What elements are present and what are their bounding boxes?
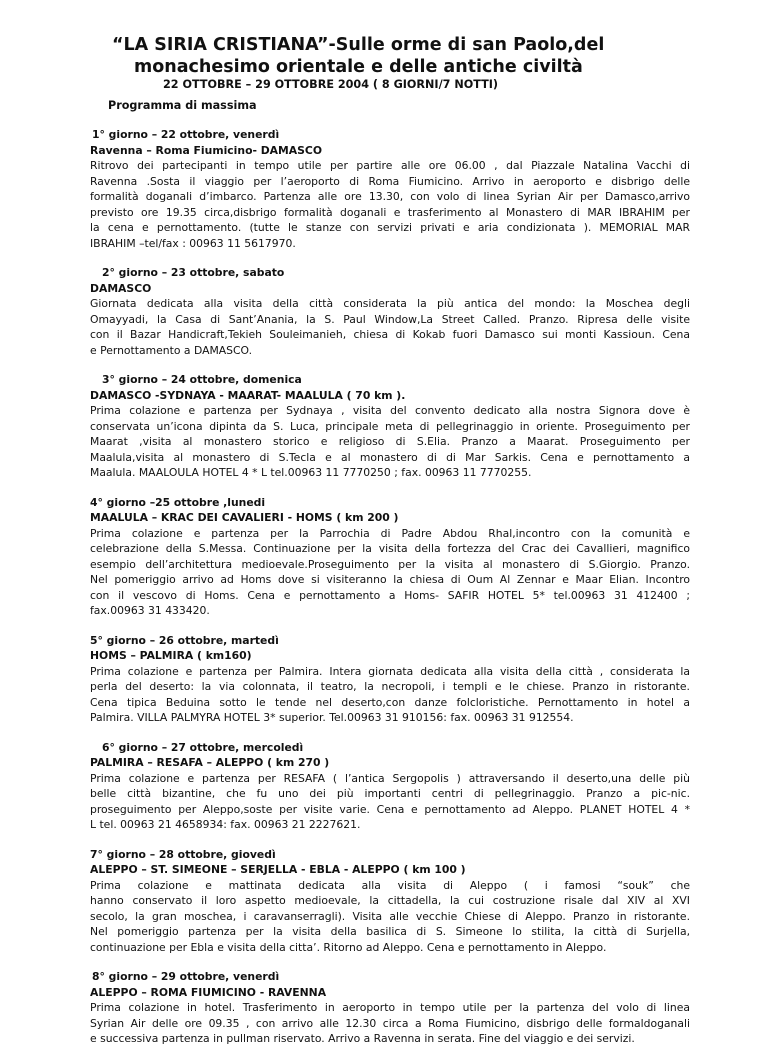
day-heading: 3° giorno – 24 ottobre, domenica (102, 373, 302, 386)
day-section (90, 847, 690, 956)
day-text-line: Prima colazione e partenza per Sydnaya , visita del convento dedicato alla nostra Signora dove è (90, 404, 690, 417)
day-text-line: Ravenna .Sosta il viaggio per l’aeroporto di Roma Fiumicino. Arrivo in aeroporto e disbrigo delle (90, 174, 690, 188)
day-text-line: con il Bazar Handicraft,Tekieh Souleimanieh, chiesa di Kokab fuori Damasco sui monti Kassioun. Cena (90, 328, 690, 341)
day-section (90, 372, 690, 481)
itinerary (90, 127, 690, 1047)
day-heading: 4° giorno –25 ottobre ,lunedi (90, 495, 266, 509)
day-heading: 7° giorno – 28 ottobre, giovedì (90, 847, 276, 861)
day-section (90, 740, 690, 833)
day-text-line: Nel pomeriggio partenza per la visita della basilica di S. Simeone lo stilita, la città di Surjella, (90, 925, 690, 938)
day-text-line: Nel pomeriggio arrivo ad Homs dove si visiteranno la chiesa di Oum Al Zennar e Maar Elian. Incontro (90, 573, 690, 586)
day-text-line: la cena e pernottamento. (tutte le stanze con servizi privati e aria condizionata ). MEMORIAL MAR (90, 221, 690, 234)
day-text-line: e successiva partenza in pullman riservato. Arrivo a Ravenna in serata. Fine del viaggio e dei servizi. (90, 1032, 635, 1045)
day-text-line: Maarat ,visita al monastero storico e religioso di S.Elia. Pranzo a Maarat. Proseguimento per (90, 435, 690, 448)
day-heading: 8° giorno – 29 ottobre, venerdì (92, 970, 280, 983)
day-section (90, 633, 690, 726)
day-text-line: belle città bizantine, che fu uno dei più importanti centri di pellegrinaggio. Pranzo a pic-nic. (90, 787, 690, 800)
day-route: ALEPPO – ST. SIMEONE – SERJELLA - EBLA - ALEPPO ( km 100 ) (90, 863, 466, 876)
day-route: MAALULA – KRAC DEI CAVALIERI - HOMS ( km 200 ) (90, 511, 399, 524)
day-route: PALMIRA – RESAFA – ALEPPO ( km 270 ) (90, 756, 330, 769)
trip-dates: 22 OTTOBRE – 29 OTTOBRE 2004 ( 8 GIORNI/7 NOTTI) (163, 78, 499, 91)
day-text-line: proseguimento per Aleppo,soste per visite varie. Cena e pernottamento ad Aleppo. PLANET HOTEL 4 * (90, 802, 690, 816)
day-text-line: Prima colazione e mattinata dedicata alla visita di Aleppo ( i famosi “souk” che (90, 878, 690, 892)
day-text-line: conservata un’icona dipinta da S. Luca, principale meta di pellegrinaggio in oriente. Proseguimento per (90, 419, 690, 433)
day-text-line: con il vescovo di Homs. Cena e pernottamento a Homs- SAFIR HOTEL 5* tel.00963 31 412400 ; (90, 588, 690, 602)
day-route: DAMASCO (90, 281, 152, 295)
day-text-line: Maalula,visita al monastero di S.Tecla e al monastero di di Mar Sarkis. Cena e pernottamento a (90, 450, 690, 464)
day-text-line: Prima colazione in hotel. Trasferimento in aeroporto in tempo utile per la partenza del volo di linea (90, 1001, 690, 1014)
day-text-line: Prima colazione e partenza per la Parrochia di Padre Abdou Rhal,incontro con la comunità e (90, 526, 690, 540)
day-route: HOMS – PALMIRA ( km160) (90, 649, 252, 662)
day-text-line: fax.00963 31 433420. (90, 604, 210, 617)
day-text-line: Syrian Air delle ore 09.35 , con arrivo alle 12.30 circa a Roma Fiumicino, disbrigo delle formaldoganali (90, 1016, 690, 1030)
day-text-line: formalità doganali d’imbarco. Partenza alle ore 13.30, con volo di linea Syrian Air per Damasco,arrivo (90, 190, 690, 203)
day-heading: 6° giorno – 27 ottobre, mercoledì (102, 740, 304, 754)
day-text-line: Prima colazione e partenza per RESAFA ( l’antica Sergopolis ) attraversando il deserto,una delle più (90, 771, 690, 785)
day-text-line: e Pernottamento a DAMASCO. (90, 343, 253, 357)
day-text-line: secolo, la gran moschea, i caravanserragli). Visita alle vecchie Chiese di Aleppo. Pranzo in ristorante. (90, 909, 690, 923)
day-route: DAMASCO -SYDNAYA - MAARAT- MAALULA ( 70 km ). (90, 388, 406, 402)
day-heading: 5° giorno – 26 ottobre, martedì (90, 633, 279, 647)
day-section (90, 265, 690, 358)
day-text-line: L tel. 00963 21 4658934: fax. 00963 21 2227621. (90, 818, 361, 831)
day-text-line: Prima colazione e partenza per Palmira. Intera giornata dedicata alla visita della città , considerata la (90, 664, 690, 678)
programme-label: Programma di massima (108, 99, 257, 112)
day-section (90, 127, 690, 251)
day-text-line: perla del deserto: la via colonnata, il teatro, la necropoli, i templi e le chiese. Pranzo in ristorante. (90, 680, 690, 693)
day-text-line: celebrazione della S.Messa. Continuazione per la visita della fortezza del Crac dei Cavallieri, magnifico (90, 542, 690, 555)
day-text-line: Ritrovo dei partecipanti in tempo utile per partire alle ore 06.00 , dal Piazzale Natalina Vacchi di (90, 159, 690, 172)
title-line-1: “LA SIRIA CRISTIANA”-Sulle orme di san Paolo,del (112, 35, 605, 55)
day-heading: 2° giorno – 23 ottobre, sabato (102, 266, 285, 279)
day-text-line: previsto ore 19.35 circa,disbrigo formalità doganali e trasferimento al Monastero di MAR IBRAHIM per (90, 205, 690, 219)
day-section (90, 495, 690, 619)
day-text-line: hanno conservato il loro aspetto medioevale, la cittadella, la cui costruzione risale dal XIV al XVI (90, 894, 690, 907)
document-title (90, 34, 690, 78)
day-text-line: Maalula. MAALOULA HOTEL 4 * L tel.00963 11 7770250 ; fax. 00963 11 7770255. (90, 466, 532, 479)
day-text-line: Omayyadi, la Casa di Sant’Anania, la S. Paul Window,La Street Called. Pranzo. Ripresa delle visite (90, 312, 690, 326)
day-route: ALEPPO – ROMA FIUMICINO - RAVENNA (90, 985, 327, 999)
day-route: Ravenna – Roma Fiumicino- DAMASCO (90, 143, 323, 157)
title-line-2: monachesimo orientale e delle antiche civiltà (134, 57, 583, 77)
day-section (90, 969, 690, 1047)
day-heading: 1° giorno – 22 ottobre, venerdì (92, 128, 280, 141)
day-text-line: continuazione per Ebla e visita della citta’. Ritorno ad Aleppo. Cena e pernottamento in Aleppo. (90, 940, 607, 954)
day-text-line: Cena tipica Beduina sotto le tende nel deserto,con danze folcloristiche. Pernottamento in hotel a (90, 695, 690, 709)
day-text-line: IBRAHIM –tel/fax : 00963 11 5617970. (90, 236, 296, 250)
day-text-line: Palmira. VILLA PALMYRA HOTEL 3* superior. Tel.00963 31 910156: fax. 00963 31 912554. (90, 711, 574, 724)
day-text-line: Giornata dedicata alla visita della città considerata la più antica del mondo: la Moschea degli (90, 297, 690, 310)
day-text-line: esempio dell’architettura medioevale.Proseguimento per la visita al monastero di S.Giorgio. Pranzo. (90, 557, 690, 571)
